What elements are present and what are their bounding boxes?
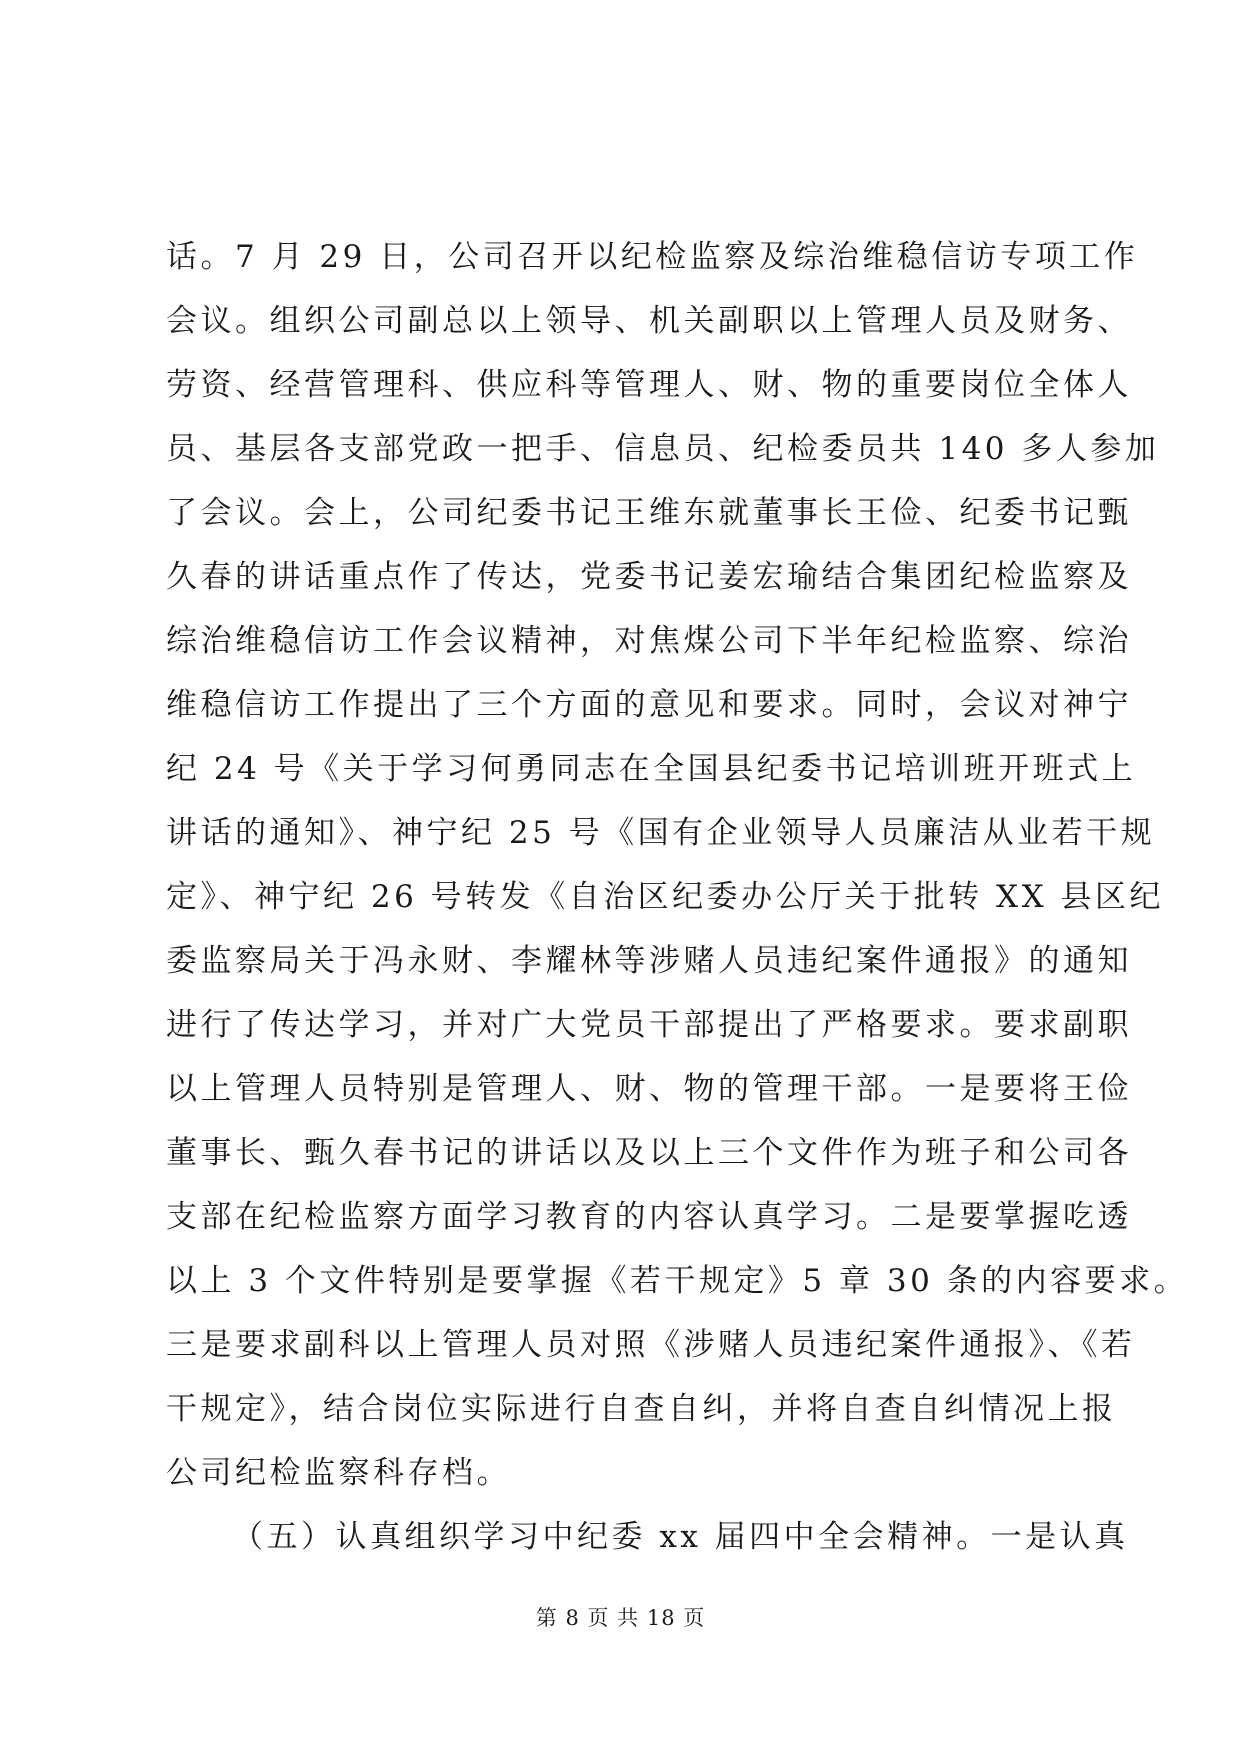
- text-line: 支部在纪检监察方面学习教育的内容认真学习。二是要掌握吃透: [166, 1199, 1132, 1235]
- text-line: 维稳信访工作提出了三个方面的意见和要求。同时，会议对神宁: [166, 687, 1132, 723]
- text-line: 综治维稳信访工作会议精神，对焦煤公司下半年纪检监察、综治: [166, 623, 1132, 659]
- text-line: 员、基层各支部党政一把手、信息员、纪检委员共 140 多人参加: [166, 431, 1160, 467]
- text-line: 以上管理人员特别是管理人、财、物的管理干部。一是要将王俭: [166, 1071, 1132, 1107]
- paragraph-heading-line: （五）认真组织学习中纪委 xx 届四中全会精神。一是认真: [232, 1519, 1129, 1555]
- text-line: 定》、神宁纪 26 号转发《自治区纪委办公厅关于批转 XX 县区纪: [166, 879, 1164, 915]
- text-line: 讲话的通知》、神宁纪 25 号《国有企业领导人员廉洁从业若干规: [166, 815, 1156, 851]
- text-line: 三是要求副科以上管理人员对照《涉赌人员违纪案件通报》、《若: [166, 1327, 1136, 1363]
- text-line: 进行了传达学习，并对广大党员干部提出了严格要求。要求副职: [166, 1007, 1132, 1043]
- text-line: 干规定》，结合岗位实际进行自查自纠，并将自查自纠情况上报: [166, 1391, 1117, 1427]
- text-line: 以上 3 个文件特别是要掌握《若干规定》5 章 30 条的内容要求。: [166, 1263, 1189, 1299]
- text-line: 纪 24 号《关于学习何勇同志在全国县纪委书记培训班开班式上: [166, 751, 1137, 787]
- text-line: 劳资、经营管理科、供应科等管理人、财、物的重要岗位全体人: [166, 367, 1132, 403]
- text-line: 久春的讲话重点作了传达，党委书记姜宏瑜结合集团纪检监察及: [166, 559, 1132, 595]
- text-line: 董事长、甄久春书记的讲话以及以上三个文件作为班子和公司各: [166, 1135, 1132, 1171]
- text-line: 公司纪检监察科存档。: [166, 1455, 511, 1491]
- text-line: 话。7 月 29 日，公司召开以纪检监察及综治维稳信访专项工作: [166, 239, 1139, 275]
- text-line: 会议。组织公司副总以上领导、机关副职以上管理人员及财务、: [166, 303, 1132, 339]
- text-line: 了会议。会上，公司纪委书记王维东就董事长王俭、纪委书记甄: [166, 495, 1132, 531]
- text-line: 委监察局关于冯永财、李耀林等涉赌人员违纪案件通报》的通知: [166, 943, 1132, 979]
- page-number: 第 8 页 共 18 页: [535, 1606, 706, 1630]
